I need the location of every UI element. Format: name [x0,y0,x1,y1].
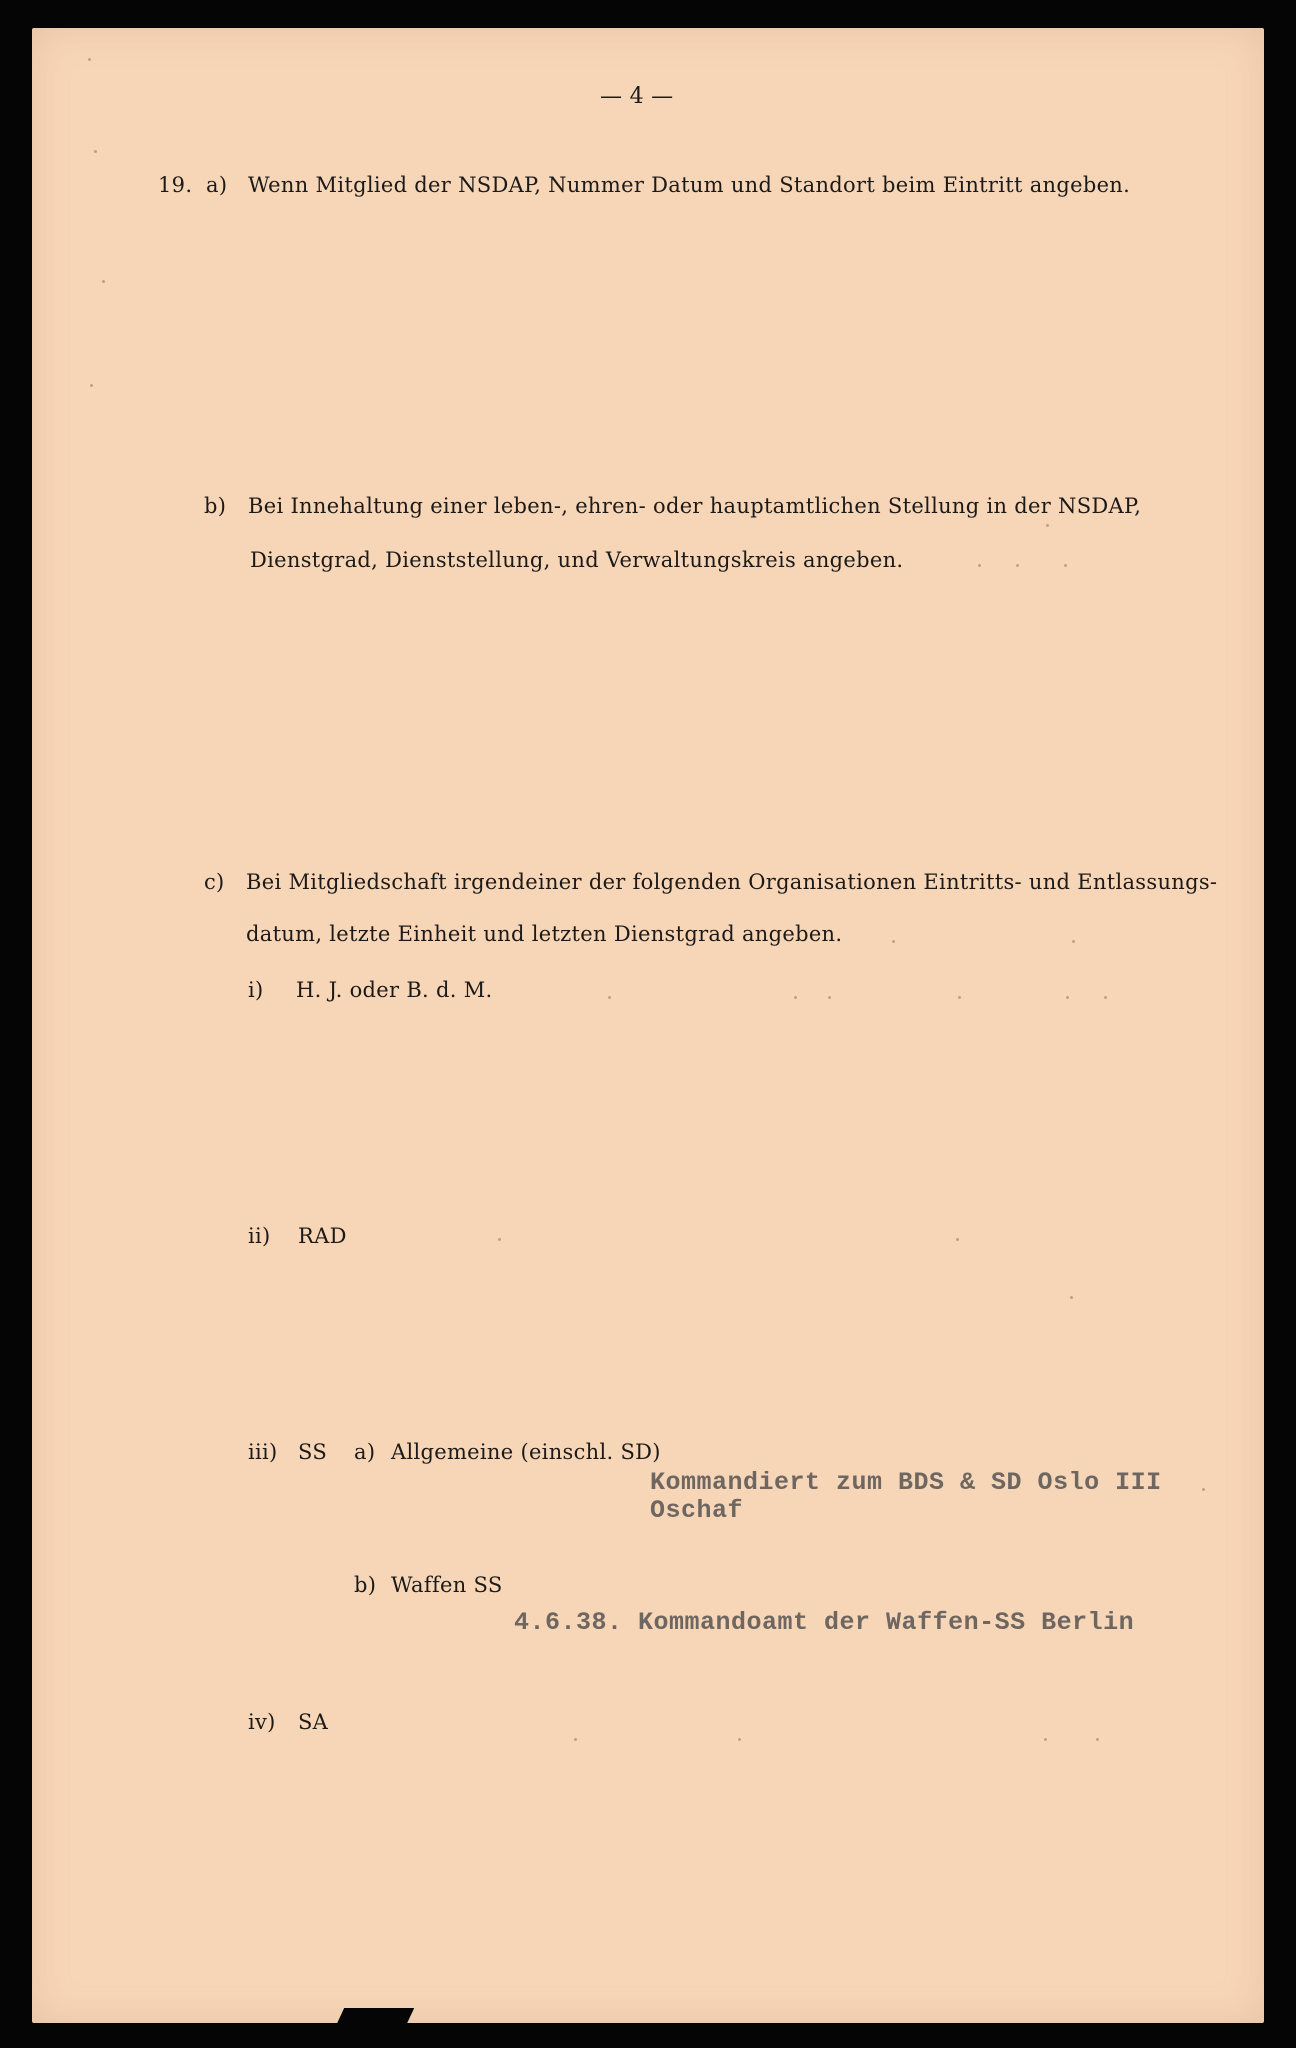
paper-speck [794,996,797,999]
paper-speck [1064,564,1067,567]
item-ii-label: RAD [298,1224,347,1248]
item-i-label: H. J. oder B. d. M. [296,978,493,1002]
question-19c-line2: datum, letzte Einheit und letzten Dienstgrad angeben. [246,922,843,946]
item-iv-label: SA [298,1710,329,1734]
typed-entry-allgemeine-line2: Oschaf [650,1496,744,1525]
typed-entry-allgemeine-line1: Kommandiert zum BDS & SD Oslo III [650,1468,1162,1497]
form-page [32,28,1264,2023]
question-19b-line1: Bei Innehaltung einer leben-, ehren- oder hauptamtlichen Stellung in der NSDAP, [248,494,1142,518]
paper-speck [1066,996,1069,999]
paper-speck [574,1738,577,1741]
page-number: — 4 — [600,84,674,109]
paper-speck [1104,996,1107,999]
paper-speck [90,384,93,387]
paper-speck [828,996,831,999]
question-number: 19. [158,173,193,197]
paper-speck [1202,1488,1205,1491]
item-i-marker: i) [248,978,264,1002]
paper-speck [1044,1738,1047,1741]
paper-speck [102,280,105,283]
question-19a-marker: a) [206,173,228,197]
item-iii-a-label: Allgemeine (einschl. SD) [391,1440,661,1464]
paper-speck [1096,1738,1099,1741]
paper-speck [1072,940,1075,943]
paper-speck [1016,564,1019,567]
item-iii-marker: iii) [248,1440,278,1464]
question-19c-line1: Bei Mitgliedschaft irgendeiner der folgenden Organisationen Eintritts- und Entlassungs- [246,870,1218,894]
paper-speck [738,1738,741,1741]
item-iii-a-marker: a) [354,1440,376,1464]
paper-speck [1046,524,1049,527]
typed-entry-waffen-ss: 4.6.38. Kommandoamt der Waffen-SS Berlin [514,1608,1135,1637]
paper-speck [498,1238,501,1241]
paper-tear [336,2008,414,2026]
paper-speck [94,150,97,153]
paper-speck [956,1238,959,1241]
paper-speck [608,996,611,999]
paper-speck [88,58,91,61]
question-19c-marker: c) [204,870,225,894]
item-iii-label: SS [298,1440,328,1464]
item-ii-marker: ii) [248,1224,271,1248]
question-19b-marker: b) [204,494,227,518]
paper-speck [1070,1296,1073,1299]
question-19a-text: Wenn Mitglied der NSDAP, Nummer Datum und Standort beim Eintritt angeben. [248,173,1131,197]
paper-speck [958,996,961,999]
item-iii-b-marker: b) [354,1573,377,1597]
item-iv-marker: iv) [248,1710,276,1734]
question-19b-line2: Dienstgrad, Dienststellung, und Verwaltungskreis angeben. [250,548,904,572]
item-iii-b-label: Waffen SS [391,1573,503,1597]
paper-speck [978,564,981,567]
paper-speck [892,940,895,943]
